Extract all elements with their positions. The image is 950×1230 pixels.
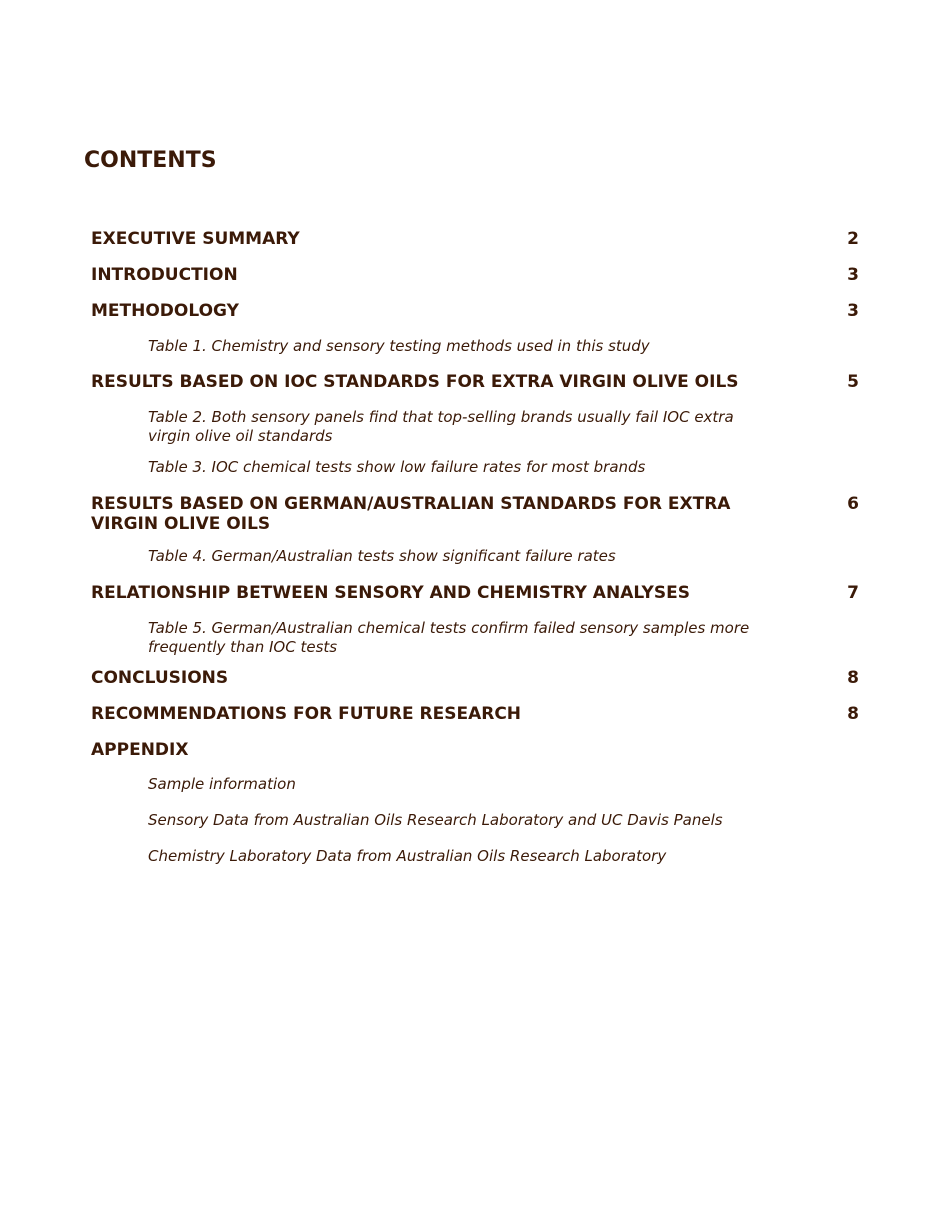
toc-entry-recommendations[interactable]	[91, 704, 859, 724]
toc-entry-label: RELATIONSHIP BETWEEN SENSORY AND CHEMISTRY ANALYSES	[91, 583, 690, 603]
toc-subentry-table-5[interactable]	[91, 619, 859, 657]
toc-entry-label: CONCLUSIONS	[91, 668, 229, 688]
toc-entry-results-ioc[interactable]	[91, 372, 859, 392]
toc-entry-methodology[interactable]	[91, 301, 859, 321]
toc-subentry-label: Table 1. Chemistry and sensory testing methods used in this study	[148, 337, 650, 355]
toc-subentry-label: Table 2. Both sensory panels find that top-selling brands usually fail IOC extra virgin olive oil standards	[148, 408, 734, 445]
toc-entry-executive-summary[interactable]	[91, 229, 859, 249]
toc-subentry-table-2[interactable]	[91, 408, 859, 446]
toc-entry-page: 2	[847, 229, 859, 249]
toc-subentry-sample-information[interactable]	[91, 775, 859, 794]
toc-entry-label: RECOMMENDATIONS FOR FUTURE RESEARCH	[91, 704, 522, 724]
toc-entry-results-german-australian[interactable]	[91, 494, 859, 534]
toc-subentry-label: Table 3. IOC chemical tests show low failure rates for most brands	[148, 458, 646, 476]
page-title: CONTENTS	[84, 148, 217, 173]
toc-subentry-sensory-data[interactable]	[91, 811, 859, 830]
toc-subentry-table-1[interactable]	[91, 337, 859, 356]
toc-entry-label: METHODOLOGY	[91, 301, 239, 321]
toc-entry-label: INTRODUCTION	[91, 265, 238, 285]
toc-entry-page: 8	[847, 668, 859, 688]
toc-subentry-label: Table 4. German/Australian tests show significant failure rates	[148, 547, 616, 565]
toc-entry-introduction[interactable]	[91, 265, 859, 285]
toc-subentry-table-3[interactable]	[91, 458, 859, 477]
toc-entry-label: EXECUTIVE SUMMARY	[91, 229, 300, 249]
toc-entry-relationship[interactable]	[91, 583, 859, 603]
toc-entry-appendix[interactable]	[91, 740, 859, 760]
toc-entry-label: RESULTS BASED ON IOC STANDARDS FOR EXTRA VIRGIN OLIVE OILS	[91, 372, 739, 392]
toc-entry-label: RESULTS BASED ON GERMAN/AUSTRALIAN STANDARDS FOR EXTRA VIRGIN OLIVE OILS	[91, 494, 731, 534]
toc-entry-page: 3	[847, 301, 859, 321]
toc-subentry-table-4[interactable]	[91, 547, 859, 566]
toc-entry-page: 5	[847, 372, 859, 392]
toc-subentry-label: Table 5. German/Australian chemical tests confirm failed sensory samples more frequently than IOC tests	[148, 619, 750, 656]
toc-entry-page: 3	[847, 265, 859, 285]
toc-entry-page: 7	[847, 583, 859, 603]
toc-entry-label: APPENDIX	[91, 740, 189, 760]
toc-subentry-label: Sample information	[148, 775, 296, 793]
toc-subentry-label: Chemistry Laboratory Data from Australian Oils Research Laboratory	[148, 847, 667, 865]
toc-entry-page: 8	[847, 704, 859, 724]
toc-subentry-label: Sensory Data from Australian Oils Research Laboratory and UC Davis Panels	[148, 811, 723, 829]
toc-subentry-chemistry-data[interactable]	[91, 847, 859, 866]
toc-entry-page: 6	[847, 494, 859, 514]
toc-entry-conclusions[interactable]	[91, 668, 859, 688]
